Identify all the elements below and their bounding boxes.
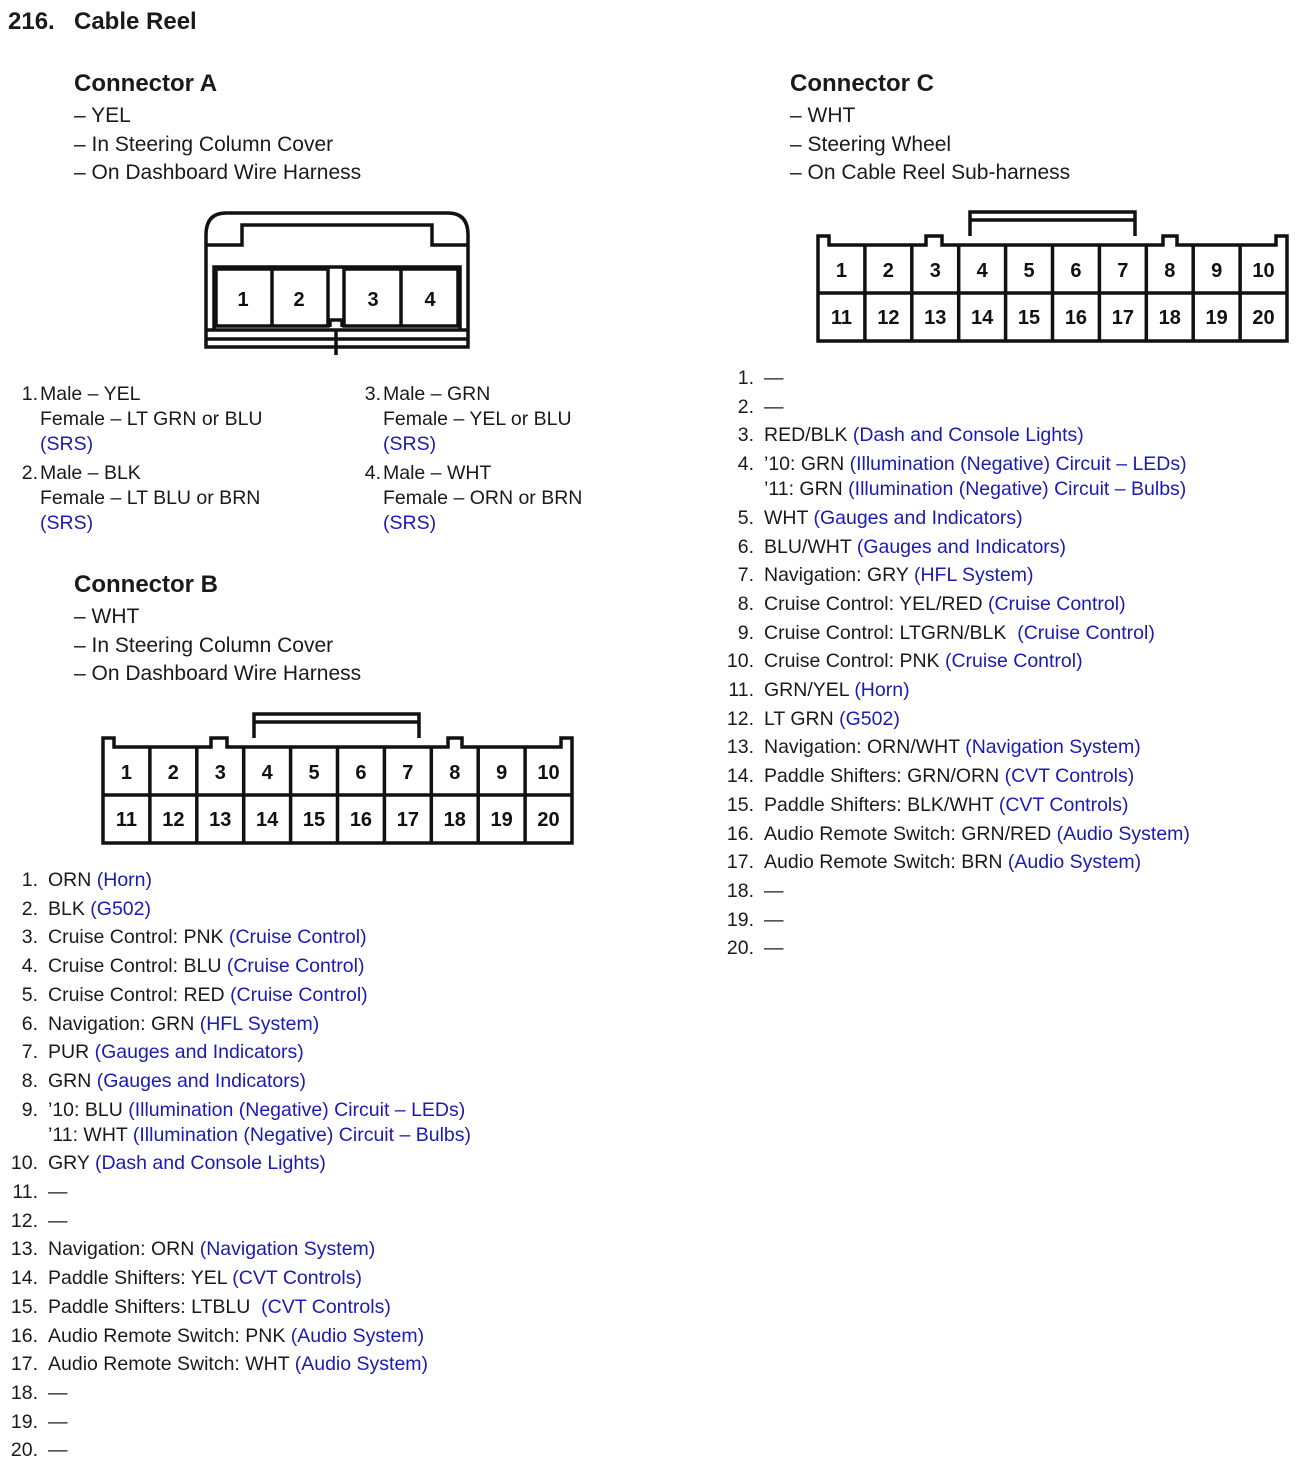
pin-description [48,1267,362,1290]
pin-wire: — [764,908,784,931]
connector-a-description [74,102,361,188]
connector-c-pin-label: 3 [929,260,941,282]
connector-b-pin-label: 8 [449,762,461,784]
pin-wire: PUR [48,1041,95,1064]
pin-circuit-link[interactable]: (Gauges and Indicators) [813,506,1023,529]
connector-b-pin-label: 20 [537,809,560,831]
pin-circuit-link[interactable]: (Cruise Control) [230,983,368,1006]
pin-wire: ’10: GRN [764,453,850,476]
connector-c-pin-label: 13 [924,307,947,329]
pin-description [764,794,1129,817]
pin-male: Male – WHT [383,462,492,484]
connector-c-pin-label: 20 [1252,307,1275,329]
connector-c-pin-label: 9 [1211,260,1223,282]
pin-description [764,622,1155,645]
pin-description [764,650,1083,673]
pin-number: 13. [726,736,754,759]
pin-link[interactable]: (SRS) [40,512,94,534]
pin-number: 4. [21,955,38,978]
connector-c-pin-label: 18 [1158,307,1181,329]
connector-b-pin-label: 9 [496,762,508,784]
pin-description [764,396,784,419]
connector-c-desc-line: – On Cable Reel Sub-harness [790,161,1071,184]
pin-circuit-link[interactable]: (Gauges and Indicators) [94,1041,304,1064]
pin-description [764,453,1187,476]
pin-circuit-link[interactable]: (G502) [839,707,900,730]
pin-number: 5. [737,506,754,529]
pin-wire: Audio Remote Switch: BRN [764,851,1008,874]
pin-link[interactable]: (SRS) [383,512,437,534]
pin-number: 7. [21,1041,38,1064]
pin-female: Female – LT BLU or BRN [40,487,261,509]
connector-c-pin-label: 2 [882,260,894,282]
pin-description [764,765,1134,788]
pin-number: 4. [364,462,381,484]
connector-c-title: Connector C [790,70,934,97]
pin-wire: — [764,879,784,902]
pin-wire: — [48,1439,68,1462]
pin-circuit-link[interactable]: (Audio System) [1056,822,1190,845]
pin-circuit-link[interactable]: (Illumination (Negative) Circuit – LEDs) [849,453,1187,476]
pin-circuit-link[interactable]: (Illumination (Negative) Circuit – LEDs) [128,1098,466,1121]
pin-wire: GRN [48,1069,97,1092]
pin-description [764,708,900,731]
pin-number: 7. [737,564,754,587]
pin-circuit-link[interactable]: (CVT Controls) [1004,765,1135,788]
pin-number: 2. [21,462,38,484]
connector-c-diagram [811,206,1295,348]
pin-description [48,1238,375,1261]
pin-wire: Cruise Control: PNK [764,650,945,673]
pin-link[interactable]: (SRS) [383,433,437,455]
pin-wire: ORN [48,869,97,891]
pin-number: 9. [737,621,754,644]
pin-link[interactable]: (SRS) [40,433,94,455]
pin-wire: Paddle Shifters: BLK/WHT [764,793,999,816]
connector-c-pin-label: 12 [877,307,900,329]
pin-circuit-link[interactable]: (Navigation System) [199,1238,376,1261]
pin-wire: Cruise Control: BLU [48,955,227,978]
pin-wire: Navigation: GRY [764,564,914,587]
connector-c-pin-label: 14 [971,307,994,329]
pin-description [764,478,1186,501]
pin-number: 2. [737,395,754,418]
pin-number: 8. [737,592,754,615]
pin-wire: BLU/WHT [764,535,857,558]
pin-description [48,1382,68,1405]
connector-a-title: Connector A [74,70,218,97]
connector-c-pin-label: 19 [1205,307,1228,329]
pin-wire: Navigation: ORN/WHT [764,736,966,759]
connector-a-pin-label: 4 [424,289,436,311]
pin-circuit-link[interactable]: (CVT Controls) [998,793,1129,816]
connector-c-pin-label: 8 [1164,260,1176,282]
pin-number: 18. [726,879,754,902]
pin-description [48,1041,304,1064]
pin-male: Male – BLK [40,462,141,484]
pin-number: 19. [726,908,754,931]
pin-wire: ’11: WHT [48,1123,133,1146]
pin-description [764,736,1141,759]
pin-wire: ’11: GRN [764,478,849,501]
pin-wire: Navigation: GRN [48,1012,200,1035]
pin-circuit-link[interactable]: (Horn) [96,869,153,891]
connector-b-pin-label: 16 [349,809,373,831]
pin-number: 11. [728,679,754,701]
connector-c-pin-label: 15 [1017,307,1041,329]
pin-circuit-link[interactable]: (CVT Controls) [261,1295,391,1318]
connector-c-pin-label: 4 [976,260,988,282]
connector-a-pin-label: 1 [237,289,249,311]
pin-wire: — [48,1410,68,1433]
pin-description [48,984,368,1007]
pin-description [764,424,1084,447]
pin-number: 15. [726,793,754,816]
connector-b-pin-label: 3 [214,762,226,784]
pin-wire: Audio Remote Switch: PNK [48,1324,291,1347]
connector-a-desc-line: – In Steering Column Cover [74,132,334,156]
pin-number: 1. [21,869,38,891]
pin-number: 19. [10,1410,38,1433]
pin-description [48,1296,391,1319]
pin-number: 6. [21,1012,38,1035]
page-number: 216. [8,8,55,35]
pin-description [48,1353,428,1376]
connector-c-pin-label: 17 [1111,307,1134,329]
pin-circuit-link[interactable]: (Audio System) [290,1324,425,1347]
pin-circuit-link[interactable]: (Cruise Control) [226,955,365,978]
pin-wire: Audio Remote Switch: GRN/RED [764,822,1057,845]
connector-b-pin-label: 17 [396,809,419,831]
pin-wire: Cruise Control: PNK [48,926,229,949]
connector-b-pin-label: 19 [490,809,513,831]
connector-b-pin-label: 2 [167,762,179,784]
connector-b-pin-label: 12 [162,809,185,831]
connector-c-pin-label: 6 [1070,260,1082,282]
pin-number: 9. [21,1098,38,1121]
pin-circuit-link[interactable]: (Dash and Console Lights) [94,1152,326,1175]
pin-number: 3. [737,424,754,447]
connector-c-pin-label: 5 [1023,260,1035,282]
pin-circuit-link[interactable]: (Illumination (Negative) Circuit – Bulbs) [848,478,1187,501]
pin-number: 4. [737,453,754,476]
connector-c-pin-label: 11 [830,307,853,329]
pin-wire: — [764,937,784,960]
pin-wire: Audio Remote Switch: WHT [48,1353,295,1376]
pin-number: 1. [737,367,754,389]
pin-circuit-link[interactable]: (Gauges and Indicators) [856,535,1067,558]
pin-female: Female – ORN or BRN [383,487,583,509]
connector-b-pin-label: 7 [402,762,414,784]
connector-c-latch [970,212,1135,236]
pin-number: 17. [10,1353,38,1376]
pin-number: 8. [21,1069,38,1092]
pin-number: 13. [10,1238,38,1261]
connector-b-pin-label: 5 [308,762,320,784]
connector-b-desc-line: – On Dashboard Wire Harness [74,662,362,685]
pin-number: 6. [737,535,754,558]
connector-b-pin-label: 13 [209,809,232,831]
pin-circuit-link[interactable]: (Cruise Control) [228,926,367,949]
connector-c-desc-line: – WHT [790,104,856,127]
pin-description [764,851,1141,874]
pin-circuit-link[interactable]: (Audio System) [294,1353,429,1376]
pin-description [764,880,784,903]
connector-a-desc-line: – YEL [74,104,131,127]
pin-description [764,679,910,702]
connector-b-desc-line: – WHT [74,605,140,628]
pin-wire: Cruise Control: YEL/RED [764,592,988,615]
connector-c-description [790,102,1070,188]
pin-circuit-link[interactable]: (Cruise Control) [1017,621,1155,644]
pin-wire: Navigation: ORN [48,1238,200,1261]
pin-number: 14. [10,1267,38,1290]
pin-number: 3. [21,926,38,949]
pin-male: Male – YEL [40,383,141,405]
pin-wire: WHT [764,506,814,529]
pin-description [48,1070,306,1093]
pin-wire: GRY [48,1152,95,1175]
pin-description [48,1439,68,1462]
pin-description [48,1013,319,1036]
pin-wire: Cruise Control: LTGRN/BLK [764,621,1018,644]
pin-description [764,593,1126,616]
connector-b-pin-label: 10 [537,762,560,784]
pin-circuit-link[interactable]: (Gauges and Indicators) [96,1069,306,1092]
pin-description [48,1152,326,1175]
pin-wire: Cruise Control: RED [48,983,231,1006]
pin-number: 3. [364,383,381,405]
pin-description [48,1181,68,1204]
pin-number: 10. [726,650,754,673]
pin-wire: Paddle Shifters: GRN/ORN [764,765,1005,788]
pin-description [48,1325,424,1348]
pin-wire: GRN/YEL [764,679,855,701]
connector-b-pin-label: 6 [355,762,367,784]
pin-wire: Paddle Shifters: LTBLU [48,1295,262,1318]
pin-circuit-link[interactable]: (G502) [90,897,151,920]
pin-number: 2. [21,897,38,920]
pin-description [48,1411,68,1434]
pin-circuit-link[interactable]: (Audio System) [1007,851,1142,874]
connector-c-desc-line: – Steering Wheel [790,132,952,156]
pin-description [764,937,784,960]
pin-number: 20. [10,1439,38,1462]
pin-description [764,909,784,932]
pin-description [48,1210,68,1233]
connector-a-key [330,320,342,327]
pin-female: Female – LT GRN or BLU [40,408,263,430]
pin-circuit-link[interactable]: (Cruise Control) [944,650,1083,673]
pin-number: 15. [10,1295,38,1318]
pin-wire: — [48,1181,68,1203]
connector-c-pin-label: 1 [835,260,848,282]
pin-number: 11. [12,1181,38,1203]
pin-number: 16. [10,1324,38,1347]
connector-b-pin-label: 1 [120,762,133,784]
pin-description [764,823,1190,846]
page-title [8,8,197,36]
pin-wire: — [48,1209,68,1232]
connector-c-pin-label: 16 [1064,307,1088,329]
connector-b-title: Connector B [74,571,218,598]
pin-number: 16. [726,822,754,845]
pin-description [764,564,1034,587]
pin-description [764,507,1023,530]
pin-wire: — [48,1381,68,1404]
pin-wire: ’10: BLU [48,1098,129,1121]
connector-a-latch-outline [206,225,468,245]
pin-number: 12. [10,1209,38,1232]
connector-c-pin-label: 7 [1117,260,1129,282]
pin-wire: Paddle Shifters: YEL [48,1267,233,1290]
connector-b-pin-label: 11 [115,809,138,831]
pin-wire: RED/BLK [764,424,853,447]
pin-number: 12. [726,707,754,730]
pin-number: 5. [21,983,38,1006]
connector-b-pin-label: 14 [256,809,279,831]
pin-description [764,536,1066,559]
pin-circuit-link[interactable]: (CVT Controls) [232,1267,362,1290]
pin-number: 18. [10,1381,38,1404]
connector-a-pin-label: 3 [367,289,379,311]
connector-b-pin-label: 4 [261,762,273,784]
pin-male: Male – GRN [383,383,491,405]
pin-circuit-link[interactable]: (Cruise Control) [987,592,1126,615]
page-title-text: Cable Reel [74,8,197,35]
pin-wire: LT GRN [764,707,840,730]
pin-number: 17. [726,851,754,874]
pin-circuit-link[interactable]: (Horn) [854,679,910,701]
pin-wire: — [764,367,784,389]
connector-b-pin-label: 18 [443,809,466,831]
pin-circuit-link[interactable]: (HFL System) [913,564,1034,587]
pin-number: 10. [10,1152,38,1175]
pin-description [48,1099,465,1122]
pin-wire: BLK [48,897,91,920]
connector-a-pin-label: 2 [293,289,305,311]
pin-circuit-link[interactable]: (Dash and Console Lights) [852,424,1084,447]
pin-number: 20. [726,937,754,960]
connector-c-pin-label: 10 [1252,260,1275,282]
pin-circuit-link[interactable]: (HFL System) [199,1012,320,1035]
pin-wire: — [764,395,784,418]
pin-circuit-link[interactable]: (Illumination (Negative) Circuit – Bulbs) [132,1123,471,1146]
connector-b-desc-line: – In Steering Column Cover [74,633,334,657]
pin-description [764,367,784,390]
connector-b-pin-label: 15 [302,809,326,831]
pin-number: 14. [726,765,754,788]
connector-a-diagram [196,205,478,365]
pin-circuit-link[interactable]: (Navigation System) [965,736,1141,759]
pin-number: 1. [21,383,38,405]
pin-description [48,1124,471,1147]
pin-female: Female – YEL or BLU [383,408,572,430]
connector-a-desc-line: – On Dashboard Wire Harness [74,161,362,184]
